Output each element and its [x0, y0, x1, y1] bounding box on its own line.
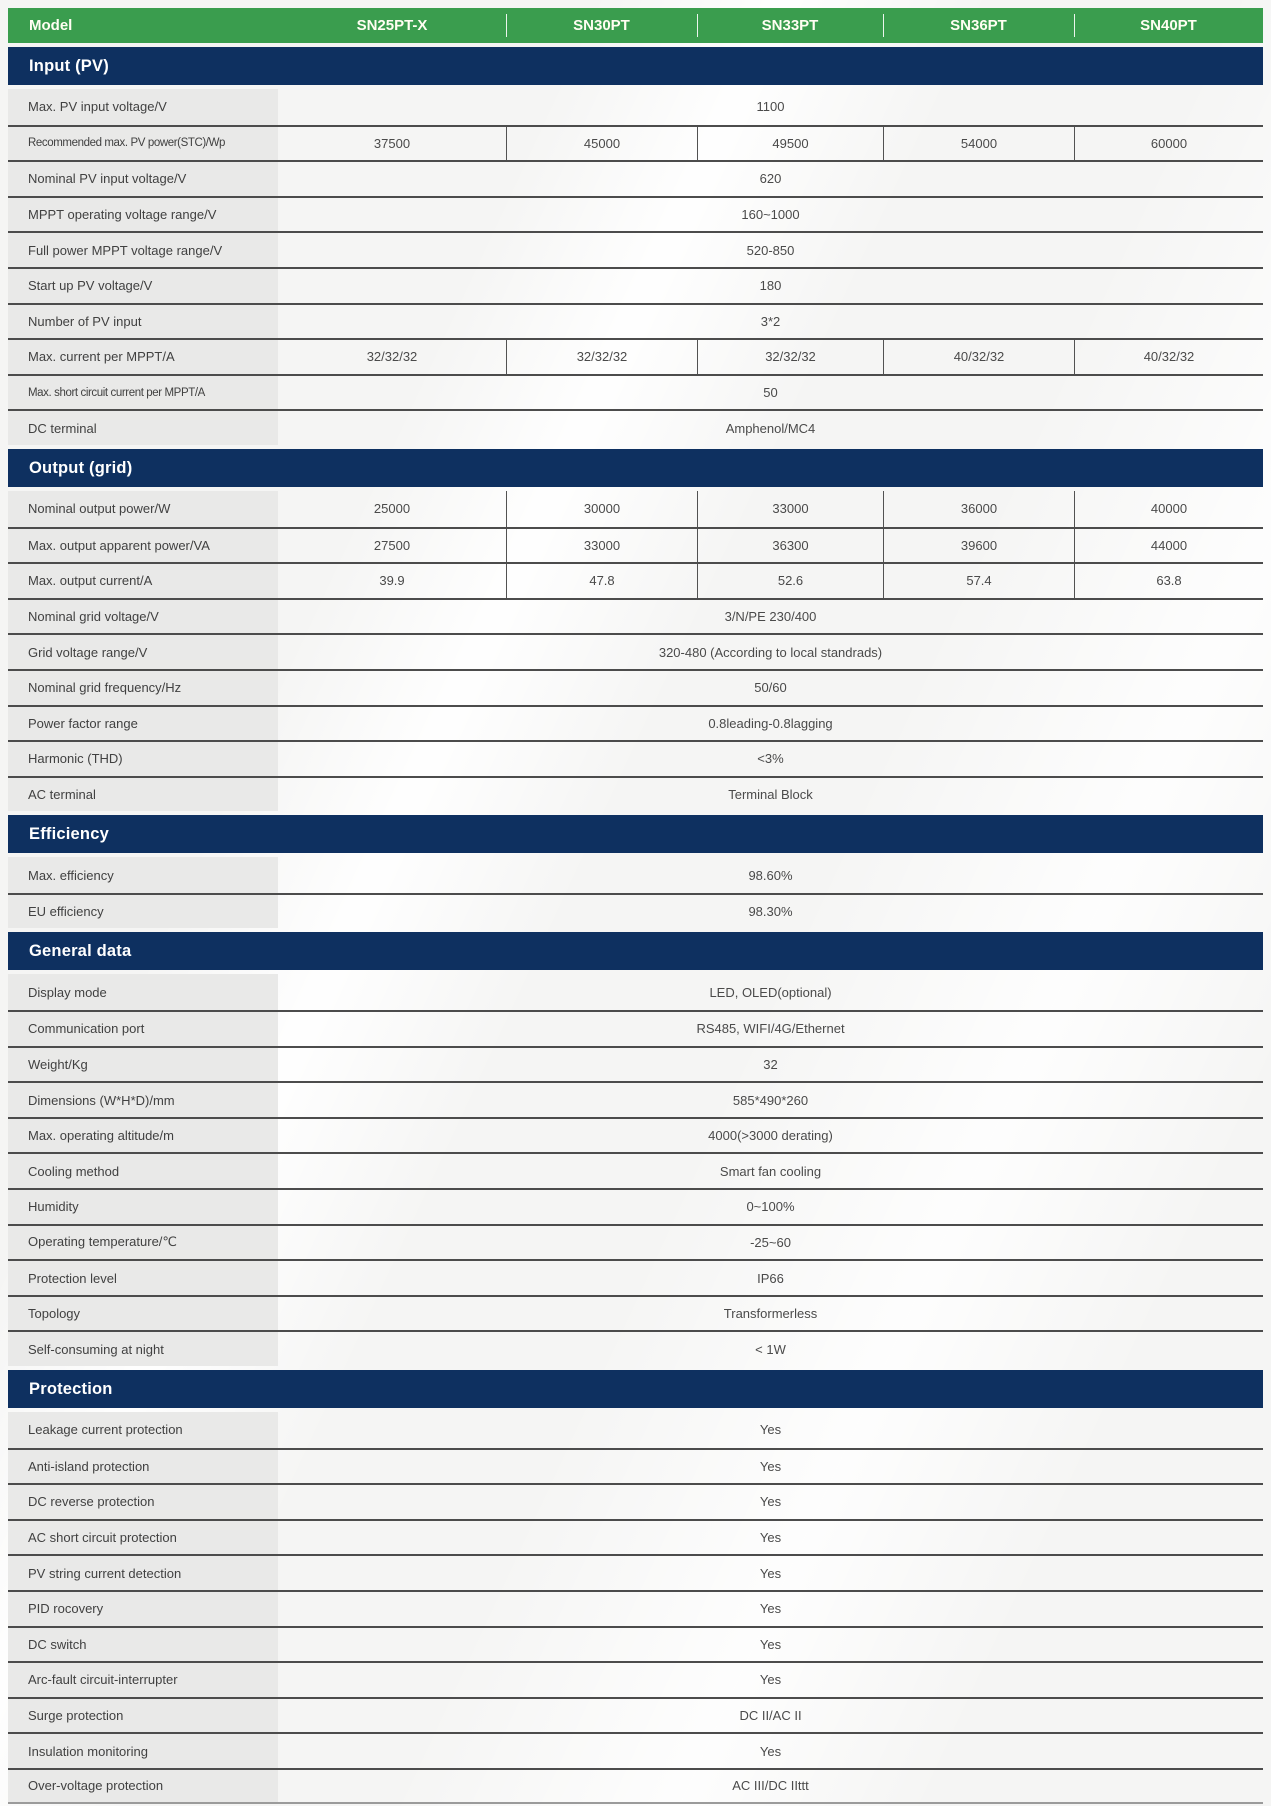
- row-value: 520-850: [746, 242, 795, 258]
- spec-row: [8, 1448, 1263, 1484]
- section-protection: [8, 1370, 1263, 1804]
- row-value: 32/32/32: [506, 340, 697, 374]
- spec-row: [8, 1626, 1263, 1662]
- spec-row: [8, 633, 1263, 669]
- row-value: Yes: [759, 1743, 782, 1759]
- row-value: 33000: [506, 529, 697, 563]
- spec-row: [8, 303, 1263, 339]
- model-header-sn33pt: SN33PT: [697, 8, 883, 43]
- section-efficiency: [8, 815, 1263, 928]
- row-label: Nominal PV input voltage/V: [8, 162, 278, 196]
- spec-row: [8, 776, 1263, 812]
- spec-row: [8, 1732, 1263, 1768]
- row-label: Operating temperature/℃: [8, 1226, 278, 1260]
- spec-row: [8, 1483, 1263, 1519]
- spec-row: [8, 160, 1263, 196]
- row-label: Power factor range: [8, 707, 278, 741]
- spec-row: [8, 1188, 1263, 1224]
- row-label: MPPT operating voltage range/V: [8, 198, 278, 232]
- row-value: 52.6: [697, 564, 883, 598]
- row-value: 47.8: [506, 564, 697, 598]
- spec-row: [8, 1519, 1263, 1555]
- spec-row: [8, 598, 1263, 634]
- model-header-sn40pt: SN40PT: [1074, 8, 1263, 43]
- row-label: AC short circuit protection: [8, 1521, 278, 1555]
- row-label: Harmonic (THD): [8, 742, 278, 776]
- section-title-efficiency: Efficiency: [8, 815, 1263, 853]
- spec-row: [8, 669, 1263, 705]
- row-label: Anti-island protection: [8, 1450, 278, 1484]
- row-label: Cooling method: [8, 1154, 278, 1188]
- spec-row: [8, 1697, 1263, 1733]
- row-value: <3%: [757, 751, 784, 767]
- row-value: 40/32/32: [883, 340, 1074, 374]
- row-value: 39600: [883, 529, 1074, 563]
- row-label: Insulation monitoring: [8, 1734, 278, 1768]
- row-label: Self-consuming at night: [8, 1332, 278, 1366]
- spec-row: [8, 1010, 1263, 1046]
- row-value: Yes: [759, 1494, 782, 1510]
- row-value: 60000: [1074, 127, 1263, 161]
- row-value: 27500: [373, 537, 411, 553]
- spec-sections: [8, 47, 1263, 1804]
- row-label: Display mode: [8, 974, 278, 1010]
- row-value: 585*490*260: [732, 1092, 809, 1108]
- row-value: 0.8leading-0.8lagging: [708, 715, 833, 731]
- spec-row: [8, 1295, 1263, 1331]
- row-label: Arc-fault circuit-interrupter: [8, 1663, 278, 1697]
- spec-row: [8, 1768, 1263, 1804]
- row-value: Yes: [759, 1458, 782, 1474]
- row-value: 54000: [883, 127, 1074, 161]
- spec-row: [8, 409, 1263, 445]
- spec-row: [8, 1661, 1263, 1697]
- row-value: Amphenol/MC4: [725, 420, 816, 436]
- row-value: 33000: [697, 491, 883, 527]
- row-value: 57.4: [883, 564, 1074, 598]
- row-value: RS485, WIFI/4G/Ethernet: [696, 1021, 845, 1037]
- row-value: 50: [763, 385, 778, 401]
- row-label: DC switch: [8, 1628, 278, 1662]
- section-rows: [8, 491, 1263, 811]
- row-label: Max. operating altitude/m: [8, 1119, 278, 1153]
- spec-row: [8, 89, 1263, 125]
- row-value: 40/32/32: [1074, 340, 1263, 374]
- row-label: Grid voltage range/V: [8, 635, 278, 669]
- spec-row: [8, 1224, 1263, 1260]
- row-label: Leakage current protection: [8, 1412, 278, 1448]
- row-value: Transformerless: [723, 1306, 818, 1322]
- row-value: 98.60%: [748, 867, 793, 883]
- spec-row: [8, 1046, 1263, 1082]
- model-header-label: Model: [29, 17, 73, 34]
- section-rows: [8, 89, 1263, 445]
- row-label: Protection level: [8, 1261, 278, 1295]
- row-value: Smart fan cooling: [719, 1163, 822, 1179]
- row-value: 63.8: [1074, 564, 1263, 598]
- spec-row: [8, 705, 1263, 741]
- row-label: Humidity: [8, 1190, 278, 1224]
- row-value: Yes: [759, 1530, 782, 1546]
- row-label: Nominal grid frequency/Hz: [8, 671, 278, 705]
- row-label: Surge protection: [8, 1699, 278, 1733]
- spec-row: [8, 267, 1263, 303]
- row-label: Weight/Kg: [8, 1048, 278, 1082]
- section-output-grid: [8, 449, 1263, 811]
- row-value: 39.9: [379, 573, 405, 589]
- row-value: 620: [759, 171, 782, 187]
- model-header-row: [8, 8, 1263, 43]
- row-label: Max. PV input voltage/V: [8, 89, 278, 125]
- spec-row: [8, 1590, 1263, 1626]
- section-input-pv: [8, 47, 1263, 445]
- row-value: < 1W: [755, 1341, 786, 1357]
- spec-row: [8, 374, 1263, 410]
- row-label: Dimensions (W*H*D)/mm: [8, 1083, 278, 1117]
- section-title-protection: Protection: [8, 1370, 1263, 1408]
- row-value: DC II/AC II: [739, 1708, 802, 1724]
- row-value: 36300: [697, 529, 883, 563]
- row-value: 98.30%: [748, 904, 793, 920]
- section-title-general-data: General data: [8, 932, 1263, 970]
- row-value: 32: [763, 1056, 778, 1072]
- row-value: 32/32/32: [697, 340, 883, 374]
- row-label: Start up PV voltage/V: [8, 269, 278, 303]
- row-value: LED, OLED(optional): [709, 984, 832, 1000]
- row-value: Yes: [759, 1636, 782, 1652]
- spec-row: [8, 125, 1263, 161]
- row-value: 44000: [1074, 529, 1263, 563]
- row-value: 3*2: [760, 313, 781, 329]
- row-value: Yes: [759, 1672, 782, 1688]
- spec-row: [8, 338, 1263, 374]
- row-label: EU efficiency: [8, 895, 278, 929]
- row-value: Terminal Block: [728, 786, 813, 802]
- row-value: 1100: [756, 99, 785, 115]
- model-header-sn36pt: SN36PT: [883, 8, 1074, 43]
- row-value: Yes: [759, 1601, 782, 1617]
- row-value: AC III/DC IIttt: [732, 1778, 809, 1794]
- row-value: 4000(>3000 derating): [708, 1128, 833, 1144]
- section-title-output-grid: Output (grid): [8, 449, 1263, 487]
- row-value: 49500: [697, 127, 883, 161]
- section-rows: [8, 974, 1263, 1366]
- section-title-input-pv: Input (PV): [8, 47, 1263, 85]
- row-label: Over-voltage protection: [8, 1770, 278, 1802]
- spec-row: [8, 491, 1263, 527]
- section-rows: [8, 1412, 1263, 1804]
- row-label: DC terminal: [8, 411, 278, 445]
- section-general-data: [8, 932, 1263, 1366]
- spec-row: [8, 1117, 1263, 1153]
- section-rows: [8, 857, 1263, 928]
- spec-row: [8, 231, 1263, 267]
- row-value: 180: [759, 278, 782, 294]
- row-value: 36000: [883, 491, 1074, 527]
- spec-row: [8, 1330, 1263, 1366]
- row-label: Full power MPPT voltage range/V: [8, 233, 278, 267]
- row-label: PID rocovery: [8, 1592, 278, 1626]
- spec-row: [8, 740, 1263, 776]
- spec-row: [8, 1412, 1263, 1448]
- row-label: Max. short circuit current per MPPT/A: [8, 376, 278, 410]
- spec-row: [8, 1554, 1263, 1590]
- spec-row: [8, 562, 1263, 598]
- row-label: Max. output apparent power/VA: [8, 529, 278, 563]
- row-value: 45000: [506, 127, 697, 161]
- row-value: Yes: [759, 1565, 782, 1581]
- spec-row: [8, 1259, 1263, 1295]
- row-value: -25~60: [750, 1234, 791, 1250]
- spec-row: [8, 527, 1263, 563]
- row-label: Nominal grid voltage/V: [8, 600, 278, 634]
- row-value: Yes: [759, 1422, 782, 1438]
- spec-row: [8, 893, 1263, 929]
- row-label: Max. output current/A: [8, 564, 278, 598]
- row-value: 32/32/32: [366, 349, 418, 365]
- spec-row: [8, 857, 1263, 893]
- row-value: 50/60: [754, 680, 787, 696]
- row-value: 40000: [1074, 491, 1263, 527]
- row-value: IP66: [757, 1270, 784, 1286]
- row-label: Number of PV input: [8, 305, 278, 339]
- row-label: Max. current per MPPT/A: [8, 340, 278, 374]
- spec-row: [8, 1152, 1263, 1188]
- model-header-sn25pt-x: SN25PT-X: [356, 17, 428, 34]
- row-value: 37500: [373, 135, 411, 151]
- row-label: DC reverse protection: [8, 1485, 278, 1519]
- model-header-sn30pt: SN30PT: [506, 8, 697, 43]
- row-label: Recommended max. PV power(STC)/Wp: [8, 127, 278, 161]
- row-value: 30000: [506, 491, 697, 527]
- row-value: 320-480 (According to local standrads): [658, 644, 883, 660]
- row-value: 25000: [373, 501, 411, 517]
- spec-row: [8, 196, 1263, 232]
- row-label: Communication port: [8, 1012, 278, 1046]
- row-label: Topology: [8, 1297, 278, 1331]
- row-label: AC terminal: [8, 778, 278, 812]
- spec-row: [8, 1081, 1263, 1117]
- row-value: 160~1000: [741, 207, 800, 223]
- row-label: Max. efficiency: [8, 857, 278, 893]
- spec-row: [8, 974, 1263, 1010]
- row-label: Nominal output power/W: [8, 491, 278, 527]
- row-value: 3/N/PE 230/400: [724, 609, 817, 625]
- row-label: PV string current detection: [8, 1556, 278, 1590]
- row-value: 0~100%: [746, 1199, 795, 1215]
